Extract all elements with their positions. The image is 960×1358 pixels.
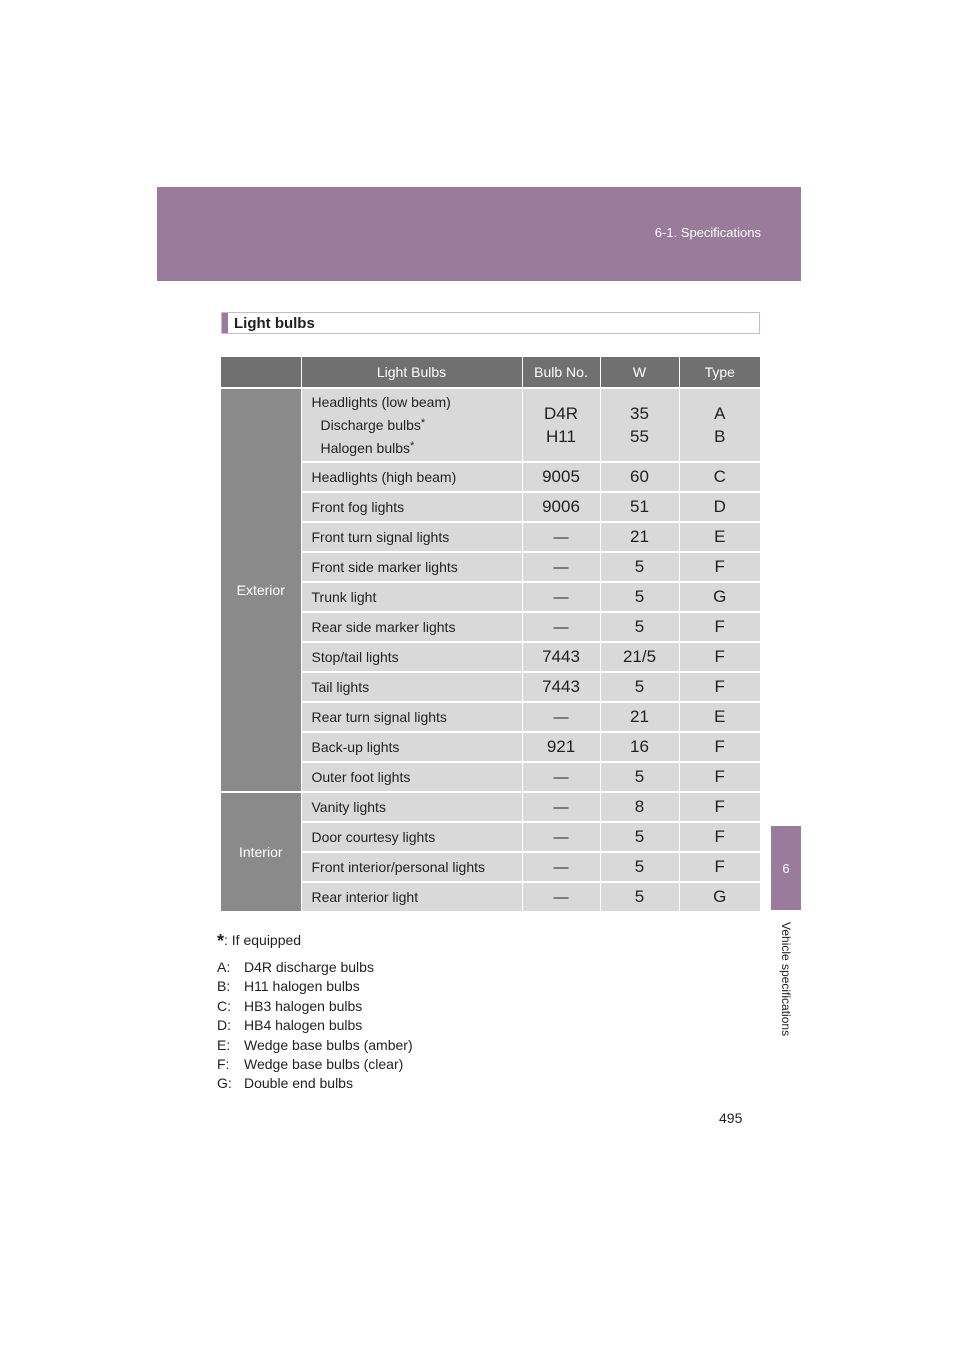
cell-w (600, 822, 679, 852)
bulb-name: Door courtesy lights (311, 829, 436, 845)
legend-item (217, 997, 413, 1016)
page-number: 495 (719, 1110, 743, 1126)
bulb-name-cell (301, 522, 522, 552)
cell-w (600, 882, 679, 911)
bulb-name-cell (301, 612, 522, 642)
footnote (217, 929, 301, 950)
cell-type-value: F (714, 797, 725, 816)
bulb-name: Front fog lights (311, 499, 405, 515)
cell-bulb (522, 612, 600, 642)
light-bulbs-table (221, 357, 760, 911)
cell-bulb (522, 522, 600, 552)
cell-bulb-value: — (553, 559, 569, 576)
cell-w (600, 582, 679, 612)
cell-bulb-value: H11 (546, 427, 576, 446)
cell-w-value: 5 (634, 587, 645, 606)
column-header-w: W (600, 357, 679, 388)
cell-type (679, 762, 760, 792)
legend-text: H11 halogen bulbs (244, 978, 360, 995)
cell-bulb (522, 582, 600, 612)
bulb-name-cell (301, 792, 522, 822)
cell-w (600, 462, 679, 492)
cell-type (679, 388, 760, 462)
cell-type-value: D (713, 497, 726, 516)
cell-bulb-value: — (553, 859, 569, 876)
cell-w-value: 51 (630, 497, 649, 516)
cell-type (679, 822, 760, 852)
column-header-bulb-no: Bulb No. (522, 357, 600, 388)
cell-w (600, 492, 679, 522)
cell-type (679, 552, 760, 582)
bulb-name: Headlights (low beam) (311, 393, 451, 410)
cell-w (600, 852, 679, 882)
section-header-title: 6-1. Specifications (654, 225, 761, 240)
bulb-name: Front turn signal lights (311, 529, 450, 545)
cell-type-value: F (714, 767, 725, 786)
bulb-name: Rear interior light (311, 889, 419, 905)
column-header-group (221, 357, 301, 388)
cell-w (600, 612, 679, 642)
table-row (221, 552, 760, 582)
table-header-row (221, 357, 760, 388)
legend-item (217, 977, 413, 996)
bulb-name-cell (301, 552, 522, 582)
bulb-name: Back-up lights (311, 739, 400, 755)
cell-w-value: 35 (630, 404, 649, 423)
bulb-subtype-label: Halogen bulbs (320, 439, 411, 456)
cell-w-value: 21 (630, 527, 649, 546)
cell-bulb-value: 7443 (542, 647, 580, 666)
cell-bulb-value: — (553, 709, 569, 726)
table-row (221, 492, 760, 522)
legend-key: C: (217, 997, 231, 1014)
bulb-name-cell (301, 462, 522, 492)
cell-w (600, 792, 679, 822)
cell-bulb (522, 552, 600, 582)
cell-bulb (522, 672, 600, 702)
legend-item (217, 1016, 413, 1035)
legend-text: HB3 halogen bulbs (244, 997, 363, 1014)
cell-w (600, 732, 679, 762)
if-equipped-marker: * (410, 439, 415, 452)
table-row (221, 388, 760, 462)
bulb-name: Rear side marker lights (311, 619, 456, 635)
cell-type-value: F (714, 737, 725, 756)
group-label-exterior: Exterior (221, 388, 301, 792)
legend-key: F: (217, 1056, 230, 1073)
cell-type (679, 732, 760, 762)
bulb-name: Front interior/personal lights (311, 859, 486, 875)
cell-w (600, 552, 679, 582)
cell-bulb-value: — (553, 529, 569, 546)
cell-type-value: F (714, 617, 725, 636)
cell-type (679, 642, 760, 672)
bulb-name: Headlights (high beam) (311, 469, 457, 485)
table-row (221, 882, 760, 911)
cell-bulb-value: — (553, 769, 569, 786)
legend-item (217, 958, 413, 977)
legend-item (217, 1036, 413, 1055)
cell-type-value: C (713, 467, 726, 486)
type-legend (217, 958, 413, 1094)
bulb-subtype-label: Discharge bulbs (320, 416, 421, 433)
bulb-name-cell (301, 672, 522, 702)
cell-bulb-value: — (553, 829, 569, 846)
cell-type-value: E (714, 527, 726, 546)
bulb-name-cell (301, 642, 522, 672)
cell-type-value: F (714, 647, 725, 666)
cell-w-value: 5 (634, 617, 645, 636)
cell-w (600, 762, 679, 792)
cell-type (679, 702, 760, 732)
legend-key: E: (217, 1036, 231, 1053)
table-row (221, 462, 760, 492)
cell-bulb-value: 7443 (542, 677, 580, 696)
bulb-name: Tail lights (311, 679, 370, 695)
cell-type-value: E (714, 707, 726, 726)
legend-item (217, 1074, 413, 1093)
legend-key: G: (217, 1075, 232, 1092)
cell-w-value: 21/5 (622, 647, 657, 666)
legend-text: HB4 halogen bulbs (244, 1017, 363, 1034)
table-row (221, 732, 760, 762)
cell-bulb-value: — (553, 799, 569, 816)
cell-w-value: 60 (630, 467, 649, 486)
bulb-name-cell (301, 822, 522, 852)
cell-w (600, 522, 679, 552)
cell-type-value: G (713, 887, 727, 906)
cell-bulb-value: 9006 (542, 497, 580, 516)
cell-type (679, 462, 760, 492)
cell-w-value: 21 (630, 707, 649, 726)
bulb-name-cell (301, 882, 522, 911)
bulb-name-cell (301, 492, 522, 522)
cell-w-value: 5 (634, 677, 645, 696)
cell-type (679, 852, 760, 882)
cell-type-value: G (713, 587, 727, 606)
cell-w (600, 388, 679, 462)
section-heading-title: Light bulbs (234, 314, 315, 332)
cell-bulb-value: 921 (546, 737, 576, 756)
cell-w (600, 702, 679, 732)
cell-type (679, 612, 760, 642)
cell-bulb-value: — (553, 619, 569, 636)
cell-type (679, 882, 760, 911)
chapter-tab-number: 6 (782, 860, 790, 876)
bulb-name: Trunk light (311, 589, 377, 605)
legend-text: D4R discharge bulbs (244, 959, 374, 975)
legend-text: Wedge base bulbs (clear) (244, 1056, 404, 1073)
bulb-name-cell (301, 702, 522, 732)
cell-bulb (522, 852, 600, 882)
cell-bulb (522, 882, 600, 911)
chapter-side-label: Vehicle specifications (779, 922, 793, 1037)
legend-key: D: (217, 1017, 231, 1034)
cell-type (679, 492, 760, 522)
cell-bulb (522, 732, 600, 762)
cell-w-value: 5 (634, 767, 645, 786)
cell-bulb (522, 762, 600, 792)
header-band (157, 187, 801, 281)
cell-w-value: 5 (634, 827, 645, 846)
bulb-name: Stop/tail lights (311, 649, 399, 665)
legend-text: Double end bulbs (244, 1075, 353, 1092)
if-equipped-marker: * (420, 416, 426, 429)
table-row (221, 792, 760, 822)
bulb-name: Vanity lights (311, 799, 386, 815)
table-row (221, 642, 760, 672)
bulb-subtype (312, 414, 426, 437)
cell-type-value: F (714, 827, 725, 846)
cell-bulb-value: — (553, 589, 569, 606)
cell-type-value: F (714, 677, 725, 696)
cell-w-value: 5 (634, 887, 645, 906)
cell-bulb (522, 642, 600, 672)
bulb-name-cell (301, 582, 522, 612)
table-row (221, 522, 760, 552)
cell-w (600, 642, 679, 672)
cell-type-value: F (714, 557, 725, 576)
cell-w-value: 5 (634, 557, 645, 576)
table-row (221, 852, 760, 882)
legend-key: A: (217, 959, 231, 975)
cell-bulb (522, 462, 600, 492)
table-row (221, 762, 760, 792)
footnote-marker: * (217, 931, 225, 951)
bulb-name-cell (301, 388, 522, 462)
table-row (221, 582, 760, 612)
cell-bulb (522, 702, 600, 732)
cell-type-value: A (714, 404, 726, 423)
section-heading (221, 312, 760, 334)
cell-bulb-value: 9005 (542, 467, 580, 486)
cell-type-value: B (714, 427, 726, 446)
footnote-text: : If equipped (224, 932, 302, 948)
bulb-name: Outer foot lights (311, 769, 411, 785)
bulb-subtype (312, 437, 415, 460)
section-heading-accent-bar (222, 313, 228, 333)
bulb-name-cell (301, 762, 522, 792)
legend-item (217, 1055, 413, 1074)
column-header-light-bulbs: Light Bulbs (301, 357, 522, 388)
cell-w-value: 5 (634, 857, 645, 876)
cell-bulb (522, 492, 600, 522)
cell-bulb (522, 388, 600, 462)
cell-w (600, 672, 679, 702)
cell-bulb-value: D4R (543, 404, 578, 423)
bulb-name-cell (301, 732, 522, 762)
table-row (221, 672, 760, 702)
group-label-interior: Interior (221, 792, 301, 911)
table-body (221, 388, 760, 911)
cell-bulb (522, 822, 600, 852)
legend-text: Wedge base bulbs (amber) (244, 1036, 413, 1053)
table-row (221, 822, 760, 852)
chapter-tab[interactable] (771, 826, 801, 910)
table-row (221, 702, 760, 732)
bulb-name-cell (301, 852, 522, 882)
cell-type (679, 522, 760, 552)
cell-bulb-value: — (553, 889, 569, 906)
cell-type (679, 792, 760, 822)
cell-w-value: 8 (634, 797, 645, 816)
cell-w-value: 55 (630, 427, 649, 446)
cell-w-value: 16 (630, 737, 649, 756)
cell-type (679, 672, 760, 702)
cell-type-value: F (714, 857, 725, 876)
table-row (221, 612, 760, 642)
cell-bulb (522, 792, 600, 822)
cell-type (679, 582, 760, 612)
column-header-type: Type (679, 357, 760, 388)
bulb-name: Rear turn signal lights (311, 709, 447, 725)
legend-key: B: (217, 978, 231, 995)
bulb-name: Front side marker lights (311, 559, 458, 575)
